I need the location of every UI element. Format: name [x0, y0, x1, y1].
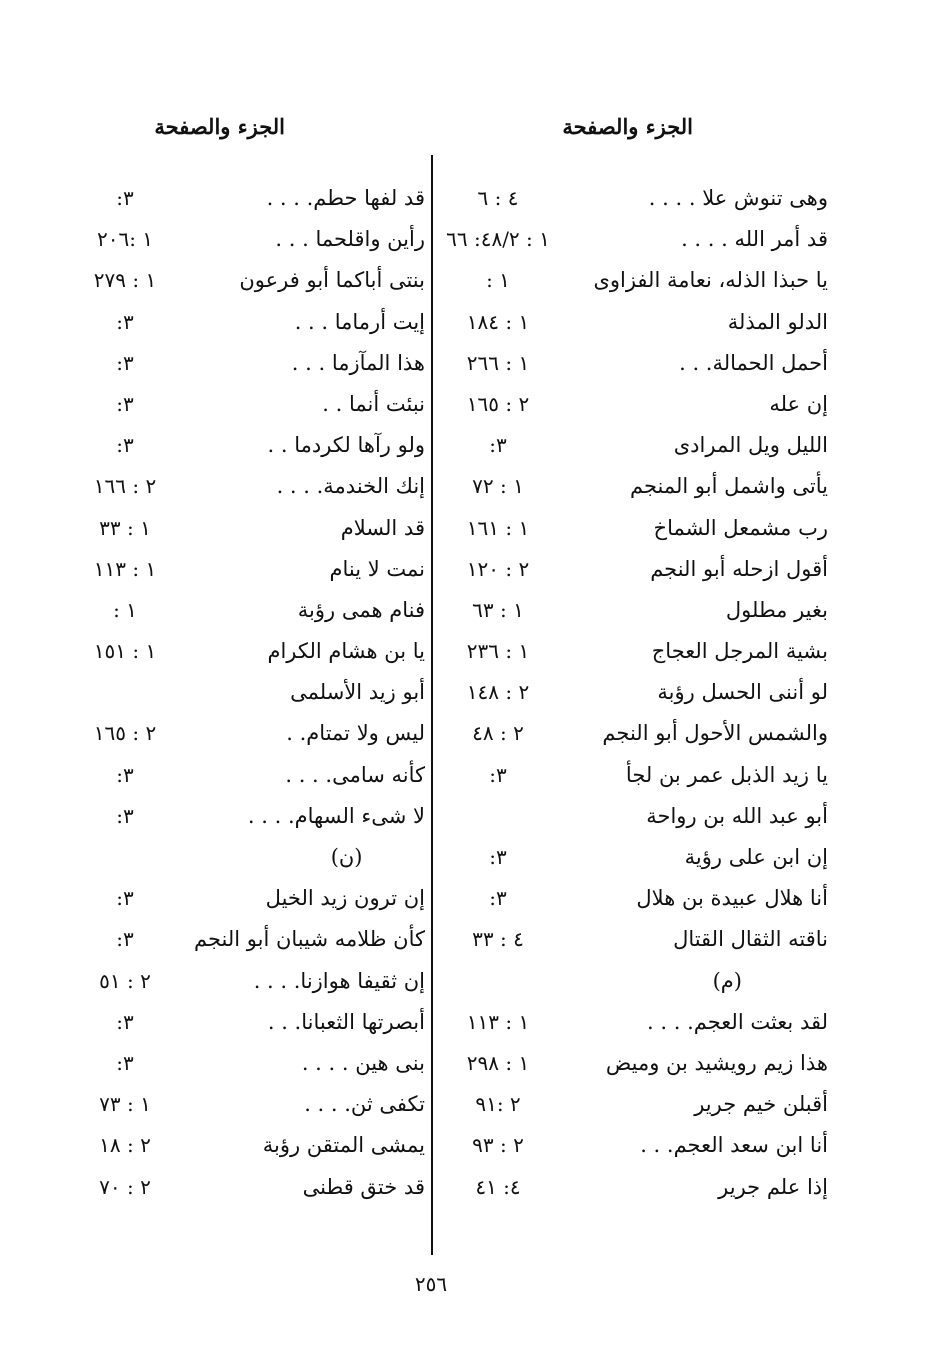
volume-page-ref: ١ : ١٨٤ [466, 309, 530, 334]
index-entry [436, 180, 836, 221]
volume-page-ref: ٢ : ١٨ [99, 1133, 151, 1158]
volume-page-ref: ٣: [116, 350, 134, 375]
index-entry [70, 633, 431, 674]
index-entry [70, 592, 431, 633]
verse-text: كأنه سامى. . . . [285, 762, 425, 787]
volume-page-ref: ٢ : ١٢٠ [466, 556, 530, 581]
index-entry [70, 510, 431, 551]
volume-page-ref: ٢ : ٥١ [99, 968, 151, 993]
index-entry [70, 551, 431, 592]
column-header-left: الجزء والصفحة [154, 114, 285, 139]
index-entry [436, 345, 836, 386]
verse-text: أقبلن خيم جرير [694, 1092, 828, 1117]
left-column [70, 180, 431, 1210]
volume-page-ref: ١ : ٧٢ [472, 474, 524, 499]
verse-text: والشمس الأحول أبو النجم [602, 721, 828, 746]
index-entry [70, 715, 431, 756]
index-entry [70, 221, 431, 262]
verse-text: لو أننى الحسل رؤبة [657, 680, 828, 705]
index-entry [436, 1045, 836, 1086]
verse-text: هذا المآزما . . . [291, 350, 425, 375]
section-letter [70, 839, 431, 880]
volume-page-ref: ٣: [116, 1050, 134, 1075]
verse-text: بنتى أباكما أبو فرعون [239, 268, 425, 293]
index-entry [70, 304, 431, 345]
verse-text: إن عله [769, 391, 828, 416]
verse-text: أبصرتها الثعبانا. . . [267, 1009, 425, 1034]
verse-text: يا حبذا الذله، نعامة الفزاوى [593, 268, 828, 293]
index-entry [70, 757, 431, 798]
volume-page-ref: ١ : ١١٣ [93, 556, 157, 581]
volume-page-ref: ١ : ٣٣ [99, 515, 151, 540]
index-entry [70, 880, 431, 921]
index-entry [70, 386, 431, 427]
verse-text: إيت أرماما . . . [294, 309, 425, 334]
volume-page-ref: ٢ : ٩٣ [472, 1133, 524, 1158]
index-entry [70, 798, 431, 839]
volume-page-ref: ١ : ١١٣ [466, 1009, 530, 1034]
volume-page-ref: ٣: [116, 186, 134, 210]
verse-text: إن ابن على رؤية [684, 845, 828, 869]
verse-text: بغير مطلول [725, 597, 828, 622]
verse-text: أحمل الحمالة. . . [679, 350, 828, 375]
volume-page-ref: ٣: [116, 391, 134, 416]
volume-page-ref: ٣: [116, 762, 134, 787]
index-entry [436, 1127, 836, 1168]
index-entry [436, 880, 836, 921]
verse-text: إن ثقيفا هوازنا. . . . [253, 968, 425, 993]
index-entry [436, 551, 836, 592]
volume-page-ref: ٢ : ١٦٦ [93, 474, 157, 499]
index-entry [436, 386, 836, 427]
index-entry [436, 1004, 836, 1045]
index-entry [70, 180, 431, 221]
verse-text: (م) [712, 968, 742, 993]
index-entry [70, 427, 431, 468]
column-divider [431, 155, 433, 1255]
verse-text: إنك الخندمة. . . . [276, 474, 425, 499]
verse-text: نمت لا ينام [329, 556, 425, 581]
verse-text: أبو عبد الله بن رواحة [646, 803, 828, 828]
volume-page-ref: ١ : ٢٦٦ [466, 350, 530, 375]
verse-text: قد ختق قطنى [302, 1174, 425, 1199]
verse-text: بشية المرجل العجاج [651, 639, 828, 664]
volume-page-ref: ١ :٢٠٦ [96, 227, 154, 252]
index-entry [436, 1086, 836, 1127]
volume-page-ref: ١ : ٤٨/٢: ٦٦ [446, 227, 550, 252]
verse-text: تكفى ثن. . . . [304, 1092, 425, 1117]
volume-page-ref: ١ : [113, 597, 137, 622]
verse-text: يأتى واشمل أبو المنجم [629, 474, 828, 499]
volume-page-ref: ٣: [489, 886, 507, 911]
verse-text: وهى تنوش علا . . . . [648, 186, 828, 210]
volume-page-ref: ٣: [489, 433, 507, 458]
verse-text: أقول ازحله أبو النجم [650, 556, 828, 581]
verse-text: قد السلام [340, 515, 425, 540]
page-number: ٢٥٦ [414, 1272, 448, 1296]
verse-text: إن ترون زيد الخيل [265, 886, 425, 911]
verse-text: يمشى المتقن رؤبة [262, 1133, 425, 1158]
verse-text: يا بن هشام الكرام [267, 639, 425, 664]
index-entry [436, 798, 836, 839]
index-entry [436, 221, 836, 262]
volume-page-ref: ٣: [116, 886, 134, 911]
index-entry [70, 674, 431, 715]
index-entry [436, 1169, 836, 1210]
volume-page-ref: ٣: [489, 762, 507, 787]
volume-page-ref: ٣: [116, 309, 134, 334]
column-header-right: الجزء والصفحة [562, 114, 693, 139]
verse-text: أنا هلال عبيدة بن هلال [636, 886, 828, 911]
volume-page-ref: ٤ : ٦ [477, 186, 519, 210]
verse-text: نبئت أنما . . [322, 391, 425, 416]
volume-page-ref: ٢ : ٤٨ [472, 721, 524, 746]
volume-page-ref: ٢ : ١٦٥ [466, 391, 530, 416]
right-column [436, 180, 836, 1210]
volume-page-ref: ٤: ٤١ [475, 1174, 521, 1199]
verse-text: رب مشمعل الشماخ [653, 515, 828, 540]
index-entry [70, 963, 431, 1004]
verse-text: أنا ابن سعد العجم. . . [640, 1133, 828, 1158]
verse-text: ليس ولا تمتام. . [286, 721, 425, 746]
verse-text: أبو زيد الأسلمى [290, 680, 425, 705]
verse-text: رأين واقلحما . . . [275, 227, 425, 252]
index-entry [70, 1086, 431, 1127]
volume-page-ref: ١ : ٢٣٦ [466, 639, 530, 664]
verse-text: الدلو المذلة [727, 309, 828, 334]
index-entry [436, 592, 836, 633]
verse-text: هذا زيم رويشيد بن وميض [605, 1050, 828, 1075]
index-entry [70, 345, 431, 386]
verse-text: ولو رآها لكردما . . [267, 433, 425, 458]
volume-page-ref: ١ : [486, 268, 510, 293]
verse-text: الليل ويل المرادى [673, 433, 828, 458]
index-entry [70, 921, 431, 962]
volume-page-ref: ٢ : ١٤٨ [466, 680, 530, 705]
verse-text: (ن) [330, 845, 363, 869]
verse-text: قد أمر الله . . . . [681, 227, 828, 252]
index-entry [436, 757, 836, 798]
volume-page-ref: ٢ :٩١ [475, 1092, 521, 1117]
volume-page-ref: ٢ : ٧٠ [99, 1174, 151, 1199]
volume-page-ref: ٣: [116, 927, 134, 952]
index-entry [436, 633, 836, 674]
volume-page-ref: ٤ : ٣٣ [472, 927, 524, 952]
verse-text: بنى هين . . . . [301, 1050, 425, 1075]
index-entry [70, 1045, 431, 1086]
volume-page-ref: ١ : ٢٧٩ [93, 268, 157, 293]
verse-text: إذا علم جرير [718, 1174, 828, 1199]
index-entry [436, 839, 836, 880]
section-letter [436, 963, 836, 1004]
index-entry [436, 921, 836, 962]
index-entry [436, 304, 836, 345]
index-entry [70, 262, 431, 303]
volume-page-ref: ٣: [116, 1009, 134, 1034]
volume-page-ref: ٣: [489, 845, 507, 869]
index-entry [436, 427, 836, 468]
index-entry [436, 262, 836, 303]
volume-page-ref: ١ : ٦٣ [472, 597, 524, 622]
index-entry [436, 510, 836, 551]
index-entry [436, 715, 836, 756]
verse-text: فنام همى رؤبة [297, 597, 425, 622]
index-entry [436, 468, 836, 509]
verse-text: كأن ظلامه شيبان أبو النجم [194, 927, 425, 952]
volume-page-ref: ٣: [116, 803, 134, 828]
volume-page-ref: ١ : ٧٣ [99, 1092, 151, 1117]
volume-page-ref: ١ : ١٥١ [93, 639, 157, 664]
verse-text: لقد بعثت العجم. . . . [647, 1009, 828, 1034]
index-entry [436, 674, 836, 715]
verse-text: قد لفها حطم. . . . [266, 186, 425, 210]
volume-page-ref: ٢ : ١٦٥ [93, 721, 157, 746]
index-entry [70, 1004, 431, 1045]
verse-text: يا زيد الذبل عمر بن لجأ [625, 762, 828, 787]
index-entry [70, 1169, 431, 1210]
verse-text: ناقته الثقال القتال [673, 927, 828, 952]
index-entry [70, 468, 431, 509]
volume-page-ref: ٣: [116, 433, 134, 458]
index-entry [70, 1127, 431, 1168]
verse-text: لا شىء السهام. . . . [247, 803, 425, 828]
volume-page-ref: ١ : ٢٩٨ [466, 1050, 530, 1075]
volume-page-ref: ١ : ١٦١ [466, 515, 530, 540]
